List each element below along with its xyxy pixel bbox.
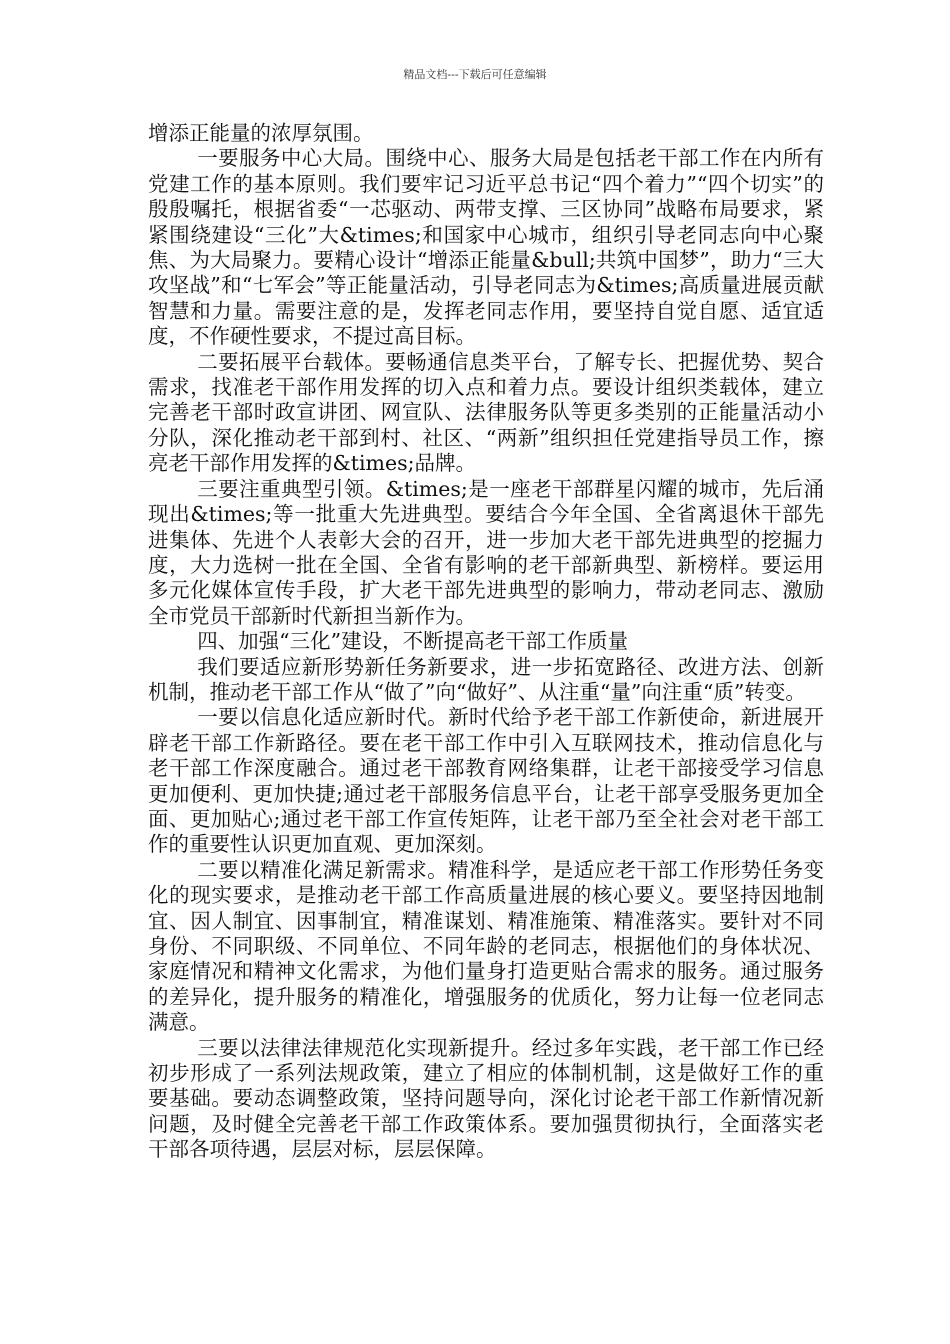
paragraph: 二要以精准化满足新需求。精准科学，是适应老干部工作形势任务变化的现实要求，是推动老干部工作高质量进展的核心要义。要坚持因地制宜、因人制宜、因事制宜，精准谋划、精准施策、精准落实。要针对不同身份、不同职级、不同单位、不同年龄的老同志，根据他们的身体状况、家庭情况和精神文化需求，为他们量身打造更贴合需求的服务。通过服务的差异化，提升服务的精准化，增强服务的优质化，努力让每一位老同志满意。 [148, 857, 824, 1035]
paragraph: 我们要适应新形势新任务新要求，进一步拓宽路径、改进方法、创新机制，推动老干部工作从“做了”向“做好”、从注重“量”向注重“质”转变。 [148, 654, 824, 704]
section-heading: 四、加强“三化”建设，不断提高老干部工作质量 [197, 629, 629, 654]
paragraph: 二要拓展平台载体。要畅通信息类平台，了解专长、把握优势、契合需求，找准老干部作用发挥的切入点和着力点。要设计组织类载体，建立完善老干部时政宣讲团、网宣队、法律服务队等更多类别的正能量活动小分队，深化推动老干部到村、社区、“两新”组织担任党建指导员工作，擦亮老干部作用发挥的&times;品牌。 [148, 349, 824, 476]
paragraph: 一要服务中心大局。围绕中心、服务大局是包括老干部工作在内所有党建工作的基本原则。我们要牢记习近平总书记“四个着力”“四个切实”的殷殷嘱托，根据省委“一芯驱动、两带支撑、三区协同”战略布局要求，紧紧围绕建设“三化”大&times;和国家中心城市，组织引导老同志向中心聚焦、为大局聚力。要精心设计“增添正能量&bull;共筑中国梦”，助力“三大攻坚战”和“七军会”等正能量活动，引导老同志为&times;高质量进展贡献智慧和力量。需要注意的是，发挥老同志作用，要坚持自觉自愿、适宜适度，不作硬性要求，不提过高目标。 [148, 146, 824, 349]
paragraph: 三要以法律法律规范化实现新提升。经过多年实践，老干部工作已经初步形成了一系列法规政策，建立了相应的体制机制，这是做好工作的重要基础。要动态调整政策，坚持问题导向，深化讨论老干部工作新情况新问题，及时健全完善老干部工作政策体系。要加强贯彻执行，全面落实老干部各项待遇，层层对标，层层保障。 [148, 1035, 824, 1162]
paragraph: 增添正能量的浓厚氛围。 [148, 121, 374, 145]
document-body [148, 121, 824, 1163]
paragraph: 三要注重典型引领。&times;是一座老干部群星闪耀的城市，先后涌现出&times;等一批重大先进典型。要结合今年全国、全省离退休干部先进集体、先进个人表彰大会的召开，进一步加大老干部先进典型的挖掘力度，大力选树一批在全国、全省有影响的老干部新典型、新榜样。要运用多元化媒体宣传手段，扩大老干部先进典型的影响力，带动老同志、激励全市党员干部新时代新担当新作为。 [148, 476, 824, 628]
page-header: 精品文档---下载后可任意编辑 [403, 68, 547, 81]
paragraph: 一要以信息化适应新时代。新时代给予老干部工作新使命，新进展开辟老干部工作新路径。要在老干部工作中引入互联网技术，推动信息化与老干部工作深度融合。通过老干部教育网络集群，让老干部接受学习信息更加便利、更加快捷;通过老干部服务信息平台，让老干部享受服务更加全面、更加贴心;通过老干部工作宣传矩阵，让老干部乃至全社会对老干部工作的重要性认识更加直观、更加深刻。 [148, 705, 824, 857]
